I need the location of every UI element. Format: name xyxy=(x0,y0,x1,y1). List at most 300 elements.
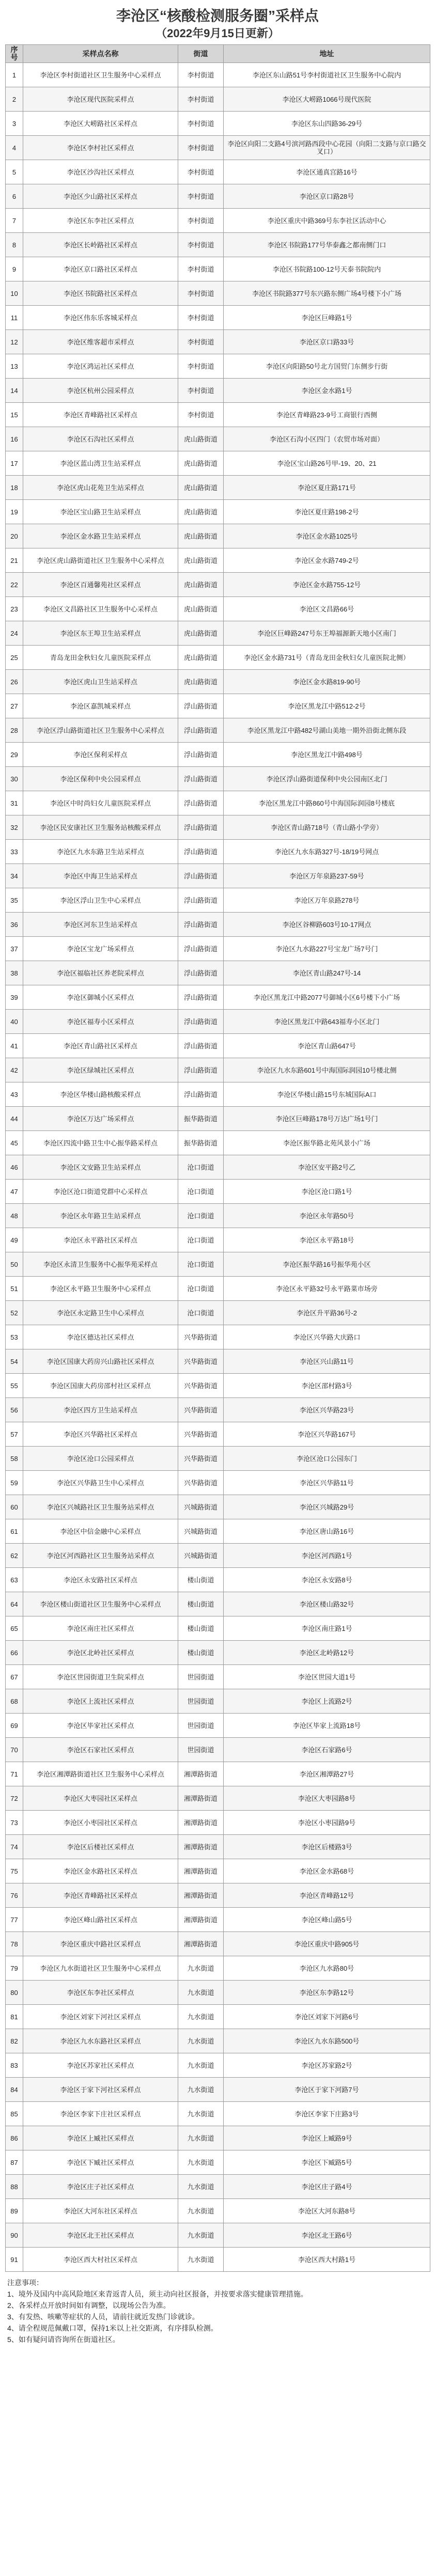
cell-street: 浮山路街道 xyxy=(178,913,224,937)
table-row xyxy=(6,1471,430,1495)
table-row xyxy=(6,1131,430,1155)
cell-index: 80 xyxy=(6,1981,23,2005)
table-row xyxy=(6,1519,430,1544)
cell-street: 九水街道 xyxy=(178,2126,224,2150)
cell-address: 李沧区青峰路23-9号工商银行西侧 xyxy=(224,403,430,427)
cell-street: 李村街道 xyxy=(178,87,224,112)
cell-address: 李沧区黑龙江中路498号 xyxy=(224,743,430,767)
cell-index: 46 xyxy=(6,1155,23,1180)
cell-index: 51 xyxy=(6,1277,23,1301)
table-row xyxy=(6,1981,430,2005)
cell-street: 李村街道 xyxy=(178,184,224,209)
cell-index: 65 xyxy=(6,1616,23,1641)
cell-street: 九水街道 xyxy=(178,2029,224,2053)
cell-address: 李沧区永年路50号 xyxy=(224,1204,430,1228)
table-row xyxy=(6,476,430,500)
cell-street: 兴城路街道 xyxy=(178,1519,224,1544)
cell-index: 3 xyxy=(6,112,23,136)
cell-index: 52 xyxy=(6,1301,23,1325)
cell-site-name: 李沧区青峰路社区采样点 xyxy=(23,1883,178,1908)
notes-section xyxy=(5,2272,430,2345)
cell-address: 李沧区书院路177号华泰鑫之都南侧门口 xyxy=(224,233,430,257)
cell-street: 沧口街道 xyxy=(178,1228,224,1252)
table-row xyxy=(6,961,430,985)
table-row xyxy=(6,937,430,961)
table-row xyxy=(6,2150,430,2175)
cell-site-name: 李沧区青山路社区采样点 xyxy=(23,1034,178,1058)
cell-site-name: 李沧区中时尚妇女儿童医院采样点 xyxy=(23,791,178,815)
cell-address: 李沧区向阳二支路4号滨河路西段中心花园（向阳二支路与京口路交叉口） xyxy=(224,136,430,160)
note-item: 3、有发热、咳嗽等症状的人员，请前往就近发热门诊就诊。 xyxy=(7,2313,199,2321)
cell-address: 李沧区北王路6号 xyxy=(224,2223,430,2248)
cell-address: 李沧区兴华路167号 xyxy=(224,1422,430,1447)
cell-index: 62 xyxy=(6,1544,23,1568)
cell-site-name: 李沧区小枣园社区采样点 xyxy=(23,1811,178,1835)
cell-street: 振华路街道 xyxy=(178,1131,224,1155)
cell-site-name: 李沧区东李社区采样点 xyxy=(23,1981,178,2005)
cell-site-name: 李沧区维客超市采样点 xyxy=(23,330,178,354)
cell-address: 李沧区九水路80号 xyxy=(224,1956,430,1981)
table-row xyxy=(6,2053,430,2078)
cell-street: 兴华路街道 xyxy=(178,1398,224,1422)
cell-site-name: 李沧区重庆中路社区采样点 xyxy=(23,1932,178,1956)
table-row xyxy=(6,306,430,330)
cell-site-name: 李沧区河东卫生站采样点 xyxy=(23,913,178,937)
cell-street: 湘潭路街道 xyxy=(178,1908,224,1932)
cell-index: 47 xyxy=(6,1180,23,1204)
cell-street: 楼山街道 xyxy=(178,1616,224,1641)
cell-address: 李沧区巨峰路1号 xyxy=(224,306,430,330)
cell-index: 9 xyxy=(6,257,23,281)
table-row xyxy=(6,281,430,306)
cell-address: 李沧区沧口公园东门 xyxy=(224,1447,430,1471)
table-row xyxy=(6,840,430,864)
cell-site-name: 李沧区沙沟社区采样点 xyxy=(23,160,178,184)
table-row xyxy=(6,63,430,87)
cell-street: 湘潭路街道 xyxy=(178,1811,224,1835)
table-row xyxy=(6,136,430,160)
notes-list xyxy=(7,2288,428,2345)
table-row xyxy=(6,2078,430,2102)
cell-site-name: 李沧区中海卫生站采样点 xyxy=(23,864,178,888)
cell-index: 54 xyxy=(6,1349,23,1374)
cell-index: 20 xyxy=(6,524,23,548)
cell-address: 李沧区唐山路16号 xyxy=(224,1519,430,1544)
cell-street: 世园街道 xyxy=(178,1665,224,1689)
cell-index: 30 xyxy=(6,767,23,791)
cell-address: 李沧区兴华路23号 xyxy=(224,1398,430,1422)
cell-site-name: 青岛龙田金秋妇女儿童医院采样点 xyxy=(23,646,178,670)
cell-site-name: 李沧区下臧社区采样点 xyxy=(23,2150,178,2175)
cell-site-name: 李沧区西大村社区采样点 xyxy=(23,2248,178,2272)
cell-street: 虎山路街道 xyxy=(178,573,224,597)
cell-street: 浮山路街道 xyxy=(178,1058,224,1082)
cell-address: 李沧区万年泉路237-59号 xyxy=(224,864,430,888)
cell-site-name: 李沧区四方卫生站采样点 xyxy=(23,1398,178,1422)
table-row xyxy=(6,1107,430,1131)
cell-site-name: 李沧区上流社区采样点 xyxy=(23,1689,178,1714)
cell-street: 浮山路街道 xyxy=(178,840,224,864)
cell-street: 九水街道 xyxy=(178,2223,224,2248)
cell-index: 11 xyxy=(6,306,23,330)
table-row xyxy=(6,2005,430,2029)
cell-street: 浮山路街道 xyxy=(178,888,224,913)
cell-site-name: 李沧区上臧社区采样点 xyxy=(23,2126,178,2150)
cell-index: 55 xyxy=(6,1374,23,1398)
cell-index: 28 xyxy=(6,718,23,743)
table-row xyxy=(6,1204,430,1228)
cell-address: 李沧区书院路100-12号天泰书院院内 xyxy=(224,257,430,281)
cell-index: 53 xyxy=(6,1325,23,1349)
cell-street: 九水街道 xyxy=(178,2248,224,2272)
cell-index: 10 xyxy=(6,281,23,306)
table-row xyxy=(6,1180,430,1204)
cell-index: 63 xyxy=(6,1568,23,1592)
cell-street: 兴华路街道 xyxy=(178,1374,224,1398)
cell-site-name: 李沧区少山路社区采样点 xyxy=(23,184,178,209)
cell-street: 浮山路街道 xyxy=(178,937,224,961)
cell-street: 浮山路街道 xyxy=(178,961,224,985)
cell-street: 兴城路街道 xyxy=(178,1495,224,1519)
cell-address: 李沧区谷柳路603号10-17网点 xyxy=(224,913,430,937)
table-row xyxy=(6,2029,430,2053)
cell-site-name: 李沧区御城小区采样点 xyxy=(23,985,178,1010)
cell-site-name: 李沧区长岭路社区采样点 xyxy=(23,233,178,257)
cell-index: 70 xyxy=(6,1738,23,1762)
note-item: 5、如有疑问请咨询所在街道社区。 xyxy=(7,2335,120,2344)
table-header-row xyxy=(6,45,430,63)
cell-index: 29 xyxy=(6,743,23,767)
cell-street: 李村街道 xyxy=(178,379,224,403)
cell-index: 32 xyxy=(6,815,23,840)
cell-street: 楼山街道 xyxy=(178,1592,224,1616)
table-row xyxy=(6,621,430,646)
cell-address: 李沧区青峰路12号 xyxy=(224,1883,430,1908)
table-row xyxy=(6,1374,430,1398)
cell-street: 湘潭路街道 xyxy=(178,1932,224,1956)
cell-site-name: 李沧区兴华路社区采样点 xyxy=(23,1422,178,1447)
cell-street: 浮山路街道 xyxy=(178,694,224,718)
cell-site-name: 李沧区绿城社区采样点 xyxy=(23,1058,178,1082)
cell-index: 90 xyxy=(6,2223,23,2248)
cell-street: 浮山路街道 xyxy=(178,718,224,743)
table-row xyxy=(6,1786,430,1811)
cell-address: 李沧区西大村路1号 xyxy=(224,2248,430,2272)
cell-address: 李沧区黑龙江中路860号中海国际润园8号楼底 xyxy=(224,791,430,815)
cell-site-name: 李沧区湘潭路街道社区卫生服务中心采样点 xyxy=(23,1762,178,1786)
cell-street: 虎山路街道 xyxy=(178,621,224,646)
table-row xyxy=(6,451,430,476)
cell-address: 李沧区九水路227号宝龙广场7号门 xyxy=(224,937,430,961)
cell-site-name: 李沧区蓝山湾卫生站采样点 xyxy=(23,451,178,476)
table-row xyxy=(6,1665,430,1689)
cell-address: 李沧区后楼路3号 xyxy=(224,1835,430,1859)
cell-index: 8 xyxy=(6,233,23,257)
table-row xyxy=(6,233,430,257)
cell-index: 89 xyxy=(6,2199,23,2223)
column-header-address: 地址 xyxy=(224,45,430,63)
cell-index: 79 xyxy=(6,1956,23,1981)
cell-address: 李沧区金水路731号（青岛龙田金秋妇女儿童医院北侧） xyxy=(224,646,430,670)
cell-site-name: 李沧区北岭社区采样点 xyxy=(23,1641,178,1665)
cell-street: 虎山路街道 xyxy=(178,500,224,524)
cell-address: 李沧区向阳路50号北方国贸门东侧步行街 xyxy=(224,354,430,379)
cell-address: 李沧区浮山路街道保利中央公园南区北门 xyxy=(224,767,430,791)
cell-site-name: 李沧区文安路卫生站采样点 xyxy=(23,1155,178,1180)
table-row xyxy=(6,1325,430,1349)
cell-site-name: 李沧区书院路社区采样点 xyxy=(23,281,178,306)
cell-street: 世园街道 xyxy=(178,1738,224,1762)
table-row xyxy=(6,913,430,937)
cell-index: 1 xyxy=(6,63,23,87)
table-row xyxy=(6,1010,430,1034)
cell-site-name: 李沧区沧口公园采样点 xyxy=(23,1447,178,1471)
cell-street: 李村街道 xyxy=(178,209,224,233)
cell-site-name: 李沧区九水街道社区卫生服务中心采样点 xyxy=(23,1956,178,1981)
cell-index: 61 xyxy=(6,1519,23,1544)
cell-site-name: 李沧区国康大药房兴山路社区采样点 xyxy=(23,1349,178,1374)
cell-street: 虎山路街道 xyxy=(178,476,224,500)
cell-address: 李沧区永安路8号 xyxy=(224,1568,430,1592)
table-row xyxy=(6,1544,430,1568)
cell-site-name: 李沧区九水东路社区采样点 xyxy=(23,2029,178,2053)
cell-address: 李沧区毕家上流路18号 xyxy=(224,1714,430,1738)
cell-site-name: 李沧区后楼社区采样点 xyxy=(23,1835,178,1859)
cell-street: 沧口街道 xyxy=(178,1252,224,1277)
cell-index: 81 xyxy=(6,2005,23,2029)
cell-index: 27 xyxy=(6,694,23,718)
cell-address: 李沧区夏庄路198-2号 xyxy=(224,500,430,524)
cell-index: 57 xyxy=(6,1422,23,1447)
cell-street: 沧口街道 xyxy=(178,1204,224,1228)
cell-address: 李沧区华楼山路15号东城国际A口 xyxy=(224,1082,430,1107)
cell-address: 李沧区上臧路9号 xyxy=(224,2126,430,2150)
cell-street: 楼山街道 xyxy=(178,1568,224,1592)
cell-street: 李村街道 xyxy=(178,112,224,136)
cell-site-name: 李沧区大河东社区采样点 xyxy=(23,2199,178,2223)
cell-index: 4 xyxy=(6,136,23,160)
note-item: 4、请全程规范佩戴口罩，保持1米以上社交距离，有序排队检测。 xyxy=(7,2324,218,2332)
cell-site-name: 李沧区沧口街道党群中心采样点 xyxy=(23,1180,178,1204)
cell-site-name: 李沧区嘉凯城采样点 xyxy=(23,694,178,718)
cell-street: 浮山路街道 xyxy=(178,864,224,888)
cell-site-name: 李沧区现代医院采样点 xyxy=(23,87,178,112)
cell-address: 李沧区振华路16号振华苑小区 xyxy=(224,1252,430,1277)
cell-site-name: 李沧区保利采样点 xyxy=(23,743,178,767)
cell-street: 九水街道 xyxy=(178,2150,224,2175)
cell-address: 李沧区夏庄路171号 xyxy=(224,476,430,500)
table-row xyxy=(6,1252,430,1277)
table-row xyxy=(6,184,430,209)
cell-street: 湘潭路街道 xyxy=(178,1762,224,1786)
cell-address: 李沧区黑龙江中路512-2号 xyxy=(224,694,430,718)
cell-index: 2 xyxy=(6,87,23,112)
cell-index: 48 xyxy=(6,1204,23,1228)
cell-address: 李沧区文昌路66号 xyxy=(224,597,430,621)
cell-address: 李沧区金水路1号 xyxy=(224,379,430,403)
cell-index: 13 xyxy=(6,354,23,379)
table-row xyxy=(6,1859,430,1883)
cell-site-name: 李沧区南庄社区采样点 xyxy=(23,1616,178,1641)
cell-address: 李沧区安平路2号乙 xyxy=(224,1155,430,1180)
cell-index: 24 xyxy=(6,621,23,646)
cell-street: 李村街道 xyxy=(178,160,224,184)
cell-site-name: 李沧区永安路社区采样点 xyxy=(23,1568,178,1592)
table-row xyxy=(6,597,430,621)
cell-address: 李沧区下臧路5号 xyxy=(224,2150,430,2175)
cell-site-name: 李沧区北王社区采样点 xyxy=(23,2223,178,2248)
cell-index: 7 xyxy=(6,209,23,233)
cell-street: 李村街道 xyxy=(178,306,224,330)
cell-street: 虎山路街道 xyxy=(178,451,224,476)
note-item: 2、各采样点开放时间如有调整，以现场公告为准。 xyxy=(7,2301,170,2310)
cell-index: 69 xyxy=(6,1714,23,1738)
table-row xyxy=(6,1689,430,1714)
cell-index: 38 xyxy=(6,961,23,985)
table-row xyxy=(6,815,430,840)
cell-index: 87 xyxy=(6,2150,23,2175)
table-row xyxy=(6,1447,430,1471)
table-row xyxy=(6,2199,430,2223)
cell-street: 李村街道 xyxy=(178,281,224,306)
cell-address: 李沧区金水路819-90号 xyxy=(224,670,430,694)
cell-street: 浮山路街道 xyxy=(178,791,224,815)
table-row xyxy=(6,2126,430,2150)
cell-index: 91 xyxy=(6,2248,23,2272)
table-row xyxy=(6,354,430,379)
cell-address: 李沧区东李路12号 xyxy=(224,1981,430,2005)
cell-address: 李沧区九水东路500号 xyxy=(224,2029,430,2053)
cell-site-name: 李沧区兴城路社区卫生服务站采样点 xyxy=(23,1495,178,1519)
cell-street: 浮山路街道 xyxy=(178,767,224,791)
cell-site-name: 李沧区福临社区养老院采样点 xyxy=(23,961,178,985)
cell-site-name: 李沧区九水东路卫生站采样点 xyxy=(23,840,178,864)
cell-index: 75 xyxy=(6,1859,23,1883)
table-row xyxy=(6,1082,430,1107)
cell-street: 湘潭路街道 xyxy=(178,1786,224,1811)
cell-address: 李沧区兴山路11号 xyxy=(224,1349,430,1374)
cell-street: 浮山路街道 xyxy=(178,1034,224,1058)
cell-street: 湘潭路街道 xyxy=(178,1835,224,1859)
cell-site-name: 李沧区宝龙广场采样点 xyxy=(23,937,178,961)
cell-index: 67 xyxy=(6,1665,23,1689)
table-row xyxy=(6,1277,430,1301)
cell-street: 兴华路街道 xyxy=(178,1447,224,1471)
cell-index: 44 xyxy=(6,1107,23,1131)
table-row xyxy=(6,1495,430,1519)
cell-site-name: 李沧区万达广场采样点 xyxy=(23,1107,178,1131)
cell-site-name: 李沧区金水路社区采样点 xyxy=(23,1859,178,1883)
cell-site-name: 李沧区楼山街道社区卫生服务中心采样点 xyxy=(23,1592,178,1616)
cell-street: 李村街道 xyxy=(178,233,224,257)
cell-index: 23 xyxy=(6,597,23,621)
cell-address: 李沧区金水路755-12号 xyxy=(224,573,430,597)
table-row xyxy=(6,888,430,913)
cell-street: 楼山街道 xyxy=(178,1641,224,1665)
column-header-street: 街道 xyxy=(178,45,224,63)
cell-index: 68 xyxy=(6,1689,23,1714)
table-row xyxy=(6,524,430,548)
table-row xyxy=(6,1058,430,1082)
table-row xyxy=(6,1034,430,1058)
cell-address: 李沧区大枣园路8号 xyxy=(224,1786,430,1811)
cell-street: 浮山路街道 xyxy=(178,743,224,767)
cell-index: 25 xyxy=(6,646,23,670)
cell-address: 李沧区黑龙江中路482号湖山美地一期外沿街北侧东段 xyxy=(224,718,430,743)
cell-street: 兴华路街道 xyxy=(178,1471,224,1495)
cell-street: 九水街道 xyxy=(178,1956,224,1981)
cell-street: 浮山路街道 xyxy=(178,815,224,840)
cell-street: 李村街道 xyxy=(178,330,224,354)
cell-address: 李沧区石家路6号 xyxy=(224,1738,430,1762)
cell-address: 李沧区振华路北苑风景小广场 xyxy=(224,1131,430,1155)
cell-site-name: 李沧区虎山路街道社区卫生服务中心采样点 xyxy=(23,548,178,573)
cell-site-name: 李沧区国康大药房邵村社区采样点 xyxy=(23,1374,178,1398)
cell-street: 李村街道 xyxy=(178,63,224,87)
cell-address: 李沧区东山四路36-29号 xyxy=(224,112,430,136)
cell-site-name: 李沧区东李社区采样点 xyxy=(23,209,178,233)
cell-index: 73 xyxy=(6,1811,23,1835)
table-row xyxy=(6,1616,430,1641)
cell-street: 沧口街道 xyxy=(178,1155,224,1180)
cell-site-name: 李沧区毕家社区采样点 xyxy=(23,1714,178,1738)
cell-index: 36 xyxy=(6,913,23,937)
cell-index: 50 xyxy=(6,1252,23,1277)
table-row xyxy=(6,379,430,403)
cell-site-name: 李沧区李家下庄社区采样点 xyxy=(23,2102,178,2126)
cell-site-name: 李沧区庄子社区采样点 xyxy=(23,2175,178,2199)
cell-index: 82 xyxy=(6,2029,23,2053)
table-row xyxy=(6,1592,430,1616)
table-row xyxy=(6,573,430,597)
cell-site-name: 李沧区鸿运社区采样点 xyxy=(23,354,178,379)
cell-street: 虎山路街道 xyxy=(178,427,224,451)
cell-street: 沧口街道 xyxy=(178,1180,224,1204)
cell-site-name: 李沧区保利中央公园采样点 xyxy=(23,767,178,791)
table-row xyxy=(6,1762,430,1786)
cell-index: 19 xyxy=(6,500,23,524)
cell-site-name: 李沧区永定路卫生中心采样点 xyxy=(23,1301,178,1325)
cell-street: 虎山路街道 xyxy=(178,548,224,573)
cell-address: 李沧区永平路32号永平路菜市场旁 xyxy=(224,1277,430,1301)
cell-index: 34 xyxy=(6,864,23,888)
cell-address: 李沧区南庄路1号 xyxy=(224,1616,430,1641)
cell-address: 李沧区东山路51号李村街道社区卫生服务中心院内 xyxy=(224,63,430,87)
cell-address: 李沧区金水路1025号 xyxy=(224,524,430,548)
cell-site-name: 李沧区大崂路社区采样点 xyxy=(23,112,178,136)
cell-site-name: 李沧区李村社区采样点 xyxy=(23,136,178,160)
cell-index: 86 xyxy=(6,2126,23,2150)
cell-street: 浮山路街道 xyxy=(178,985,224,1010)
cell-address: 李沧区金水路749-2号 xyxy=(224,548,430,573)
cell-site-name: 李沧区金水路卫生站采样点 xyxy=(23,524,178,548)
table-row xyxy=(6,427,430,451)
cell-site-name: 李沧区永平路卫生服务中心采样点 xyxy=(23,1277,178,1301)
cell-index: 26 xyxy=(6,670,23,694)
cell-site-name: 李沧区伟东乐客城采样点 xyxy=(23,306,178,330)
table-row xyxy=(6,1883,430,1908)
table-row xyxy=(6,2102,430,2126)
cell-site-name: 李沧区虎山卫生站采样点 xyxy=(23,670,178,694)
cell-street: 虎山路街道 xyxy=(178,646,224,670)
table-row xyxy=(6,694,430,718)
table-row xyxy=(6,767,430,791)
cell-street: 兴华路街道 xyxy=(178,1325,224,1349)
table-row xyxy=(6,791,430,815)
cell-site-name: 李沧区峰山路社区采样点 xyxy=(23,1908,178,1932)
cell-site-name: 李沧区永平路社区采样点 xyxy=(23,1228,178,1252)
cell-address: 李沧区九水东路601号中海国际润园10号楼北侧 xyxy=(224,1058,430,1082)
